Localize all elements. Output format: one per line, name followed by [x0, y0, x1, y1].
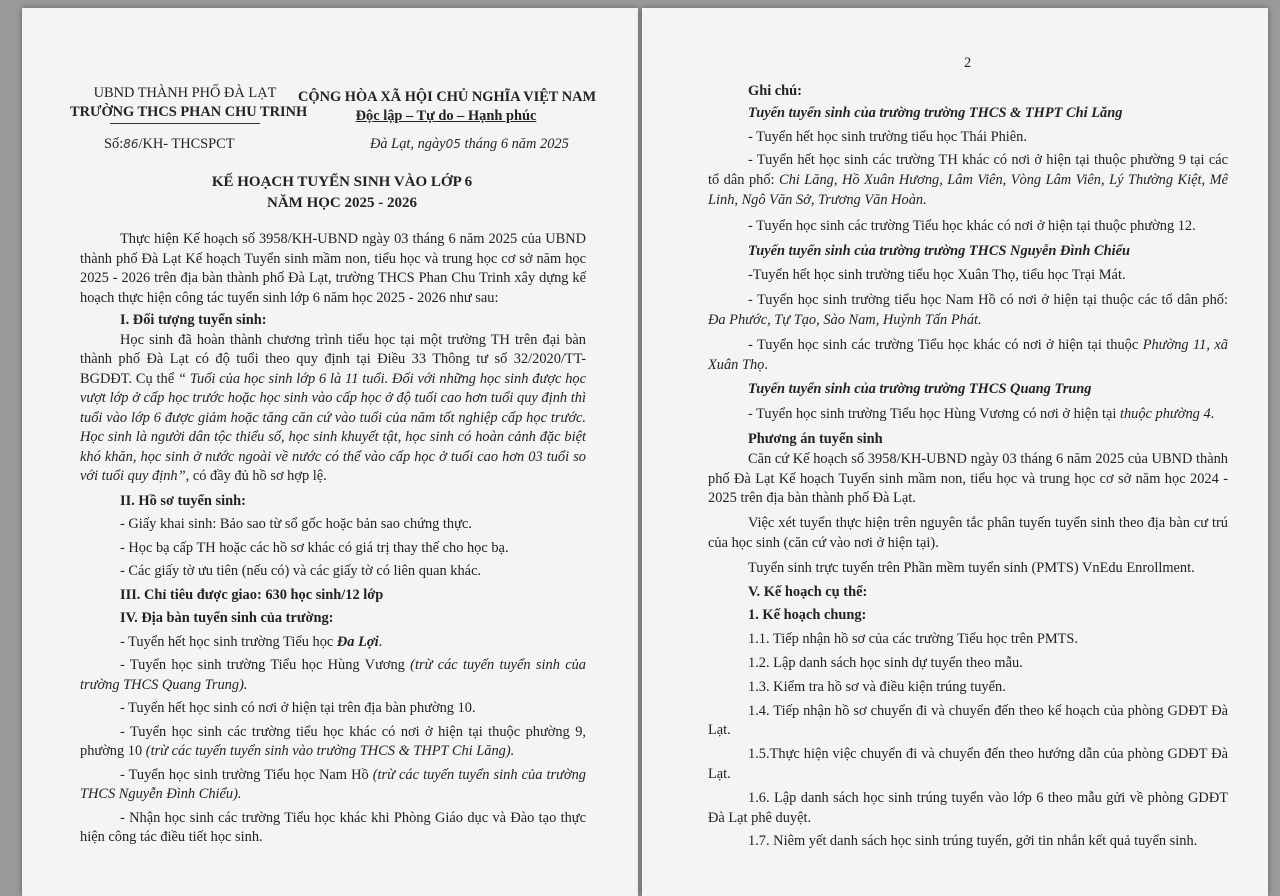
section-3-title: III. Chỉ tiêu được giao: 630 học sinh/12 lớp [120, 586, 384, 603]
page-number: 2 [964, 55, 972, 71]
plan-text: Căn cứ Kế hoạch số 3958/KH-UBND ngày 03 tháng 6 năm 2025 của UBND thành phố Đà Lạt Kế hoạch Tuyển sinh mầm non, tiểu học và trung học cơ sở năm học 2024 - 2025 trên địa bàn thành phố Đà Lạt. [708, 450, 1228, 507]
general-plan-item: 1.1. Tiếp nhận hồ sơ của các trường Tiểu học trên PMTS. [748, 631, 1079, 648]
ndc-item: - Tuyển học sinh trường tiểu học Nam Hồ có nơi ở hiện tại thuộc các tổ dân phố: Đa Phước, Tự Tạo, Sào Nam, Huỳnh Tấn Phát. [708, 292, 1228, 328]
plan-title: Phương án tuyển sinh [748, 430, 883, 447]
section-2-item: - Các giấy tờ ưu tiên (nếu có) và các giấy tờ có liên quan khác. [120, 563, 482, 579]
plan-text: Việc xét tuyển thực hiện trên nguyên tắc phân tuyến tuyển sinh theo địa bàn cư trú của học sinh (căn cứ vào nơi ở hiện tại). [708, 515, 1228, 551]
section-4-title: IV. Địa bàn tuyển sinh của trường: [120, 610, 334, 626]
general-plan-item: 1.6. Lập danh sách học sinh trúng tuyển vào lớp 6 theo mẫu gửi về phòng GDĐT Đà Lạt phê duyệt. [708, 789, 1228, 826]
handwritten-date: 05 [445, 137, 461, 151]
document-title: KẾ HOẠCH TUYỂN SINH VÀO LỚP 6 NĂM HỌC 2025 - 2026 [211, 174, 473, 211]
national-motto: Độc lập – Tự do – Hạnh phúc [355, 108, 537, 124]
quang-trung-title: Tuyến tuyển sinh của trường trường THCS Quang Trung [748, 381, 1092, 398]
general-plan-item: 1.2. Lập danh sách học sinh dự tuyển theo mẫu. [748, 654, 1023, 671]
agency-name: UBND THÀNH PHỐ ĐÀ LẠT [93, 85, 277, 101]
ndc-item: - Tuyển học sinh các trường Tiểu học khác có nơi ở hiện tại thuộc Phường 11, xã Xuân Thọ. [708, 336, 1228, 373]
section-4-item: - Tuyển học sinh các trường tiểu học khác có nơi ở hiện tại thuộc phường 9, phường 10 (trừ các tuyến tuyển sinh vào trường THCS & THPT Chi Lăng). [80, 723, 586, 759]
document-date: Đà Lạt, ngày05 tháng 6 năm 2025 [370, 136, 569, 152]
section-2-item: - Học bạ cấp TH hoặc các hồ sơ khác có giá trị thay thế cho học bạ. [120, 539, 509, 556]
national-title: CỘNG HÒA XÃ HỘI CHỦ NGHĨA VIỆT NAM [298, 89, 597, 105]
note-title: Ghi chú: [748, 83, 802, 99]
body-right [708, 82, 1228, 852]
plan-text: Tuyển sinh trực tuyến trên Phần mềm tuyển sinh (PMTS) VnEdu Enrollment. [748, 559, 1195, 576]
general-plan-item: 1.7. Niêm yết danh sách học sinh trúng tuyển, gởi tin nhắn kết quả tuyển sinh. [748, 833, 1198, 850]
section-1-text: Học sinh đã hoàn thành chương trình tiểu học tại một trường TH trên đại bàn thành phố Đà Lạt có độ tuổi theo quy định tại Điều 33 Thông tư số 32/2020/TT-BGDĐT. Cụ thể “ Tuổi của học sinh lớp 6 là 11 tuổi. Đối với những học sinh được học vượt lớp ở cấp học trước hoặc học sinh vào cấp học ở độ tuổi cao hơn tuổi quy định thì tuổi vào lớp 6 được giảm hoặc tăng căn cứ vào tuổi của năm tốt nghiệp cấp học trước. Học sinh là người dân tộc thiểu số, học sinh khuyết tật, học sinh có hoàn cảnh đặc biệt khó khăn, học sinh ở nước ngoài về nước có thể vào cấp học ở tuổi cao hơn 03 tuổi so với tuổi quy định”, có đầy đủ hồ sơ hợp lệ. [80, 331, 587, 484]
section-4-item: - Tuyển hết học sinh trường Tiểu học Đa Lợi. [120, 633, 383, 650]
national-header [298, 88, 597, 126]
header-underline [110, 123, 260, 124]
document-number: Số:86/KH- THCSPCT [104, 136, 235, 152]
chi-lang-title: Tuyến tuyển sinh của trường trường THCS & THPT Chi Lăng [748, 104, 1123, 121]
agency-header [70, 84, 308, 124]
section-1-title: I. Đối tượng tuyển sinh: [120, 312, 267, 328]
general-plan-item: 1.5.Thực hiện việc chuyển đi và chuyển đến theo hướng dẫn của phòng GDĐT Đà Lạt. [708, 746, 1228, 782]
section-4-item: - Tuyển học sinh trường Tiểu học Nam Hồ (trừ các tuyến tuyển sinh của trường THCS Nguyễn Đình Chiểu). [80, 766, 586, 802]
school-name: TRƯỜNG THCS PHAN CHU TRINH [70, 104, 308, 120]
document-page-1 [22, 8, 638, 896]
section-2-title: II. Hồ sơ tuyển sinh: [120, 492, 246, 509]
chi-lang-item: - Tuyển học sinh các trường Tiểu học khác có nơi ở hiện tại thuộc phường 12. [748, 217, 1196, 234]
section-4-item: - Tuyển học sinh trường Tiểu học Hùng Vương (trừ các tuyến tuyển sinh của trường THCS Quang Trung). [80, 657, 586, 693]
qt-item: - Tuyển học sinh trường Tiểu học Hùng Vương có nơi ở hiện tại thuộc phường 4. [748, 406, 1215, 423]
section-5-title: V. Kế hoạch cụ thể: [748, 583, 868, 600]
document-page-2 [642, 8, 1268, 896]
ndc-item: -Tuyển hết học sinh trường tiểu học Xuân Thọ, tiểu học Trại Mát. [748, 267, 1126, 284]
general-plan-item: 1.4. Tiếp nhận hồ sơ chuyển đi và chuyển đến theo kế hoạch của phòng GDĐT Đà Lạt. [708, 702, 1228, 739]
nguyen-dinh-chieu-title: Tuyến tuyển sinh của trường trường THCS Nguyễn Đình Chiểu [748, 242, 1131, 259]
chi-lang-item: - Tuyển hết học sinh trường tiểu học Thái Phiên. [748, 128, 1027, 145]
section-4-item: - Tuyển hết học sinh có nơi ở hiện tại trên địa bàn phường 10. [120, 700, 476, 716]
intro-paragraph: Thực hiện Kế hoạch số 3958/KH-UBND ngày 03 tháng 6 năm 2025 của UBND thành phố Đà Lạt Kế hoạch Tuyển sinh mầm non, tiểu học và trung học cơ sở năm học 2025 - 2026 trên địa bàn thành phố Đà Lạt, trường THCS Phan Chu Trinh xây dựng kế hoạch thực hiện công tác tuyển sinh lớp 6 năm học 2025 - 2026 như sau: [80, 231, 586, 306]
section-2-item: - Giấy khai sinh: Bảo sao từ sổ gốc hoặc bản sao chứng thực. [120, 516, 472, 532]
general-plan-item: 1.3. Kiểm tra hồ sơ và điều kiện trúng tuyển. [748, 678, 1006, 695]
chi-lang-item: - Tuyển hết học sinh các trường TH khác có nơi ở hiện tại thuộc phường 9 tại các tổ dân phố: Chi Lăng, Hồ Xuân Hương, Lâm Viên, Vòng Lâm Viên, Lý Thường Kiệt, Mê Linh, Ngô Văn Sở, Trương Văn Hoàn. [708, 152, 1228, 208]
handwritten-number: 86 [123, 137, 139, 151]
general-plan-title: 1. Kế hoạch chung: [748, 607, 867, 624]
body-left [80, 230, 586, 848]
section-4-item: - Nhận học sinh các trường Tiểu học khác khi Phòng Giáo dục và Đào tạo thực hiện công tác điều tiết học sinh. [80, 809, 586, 845]
